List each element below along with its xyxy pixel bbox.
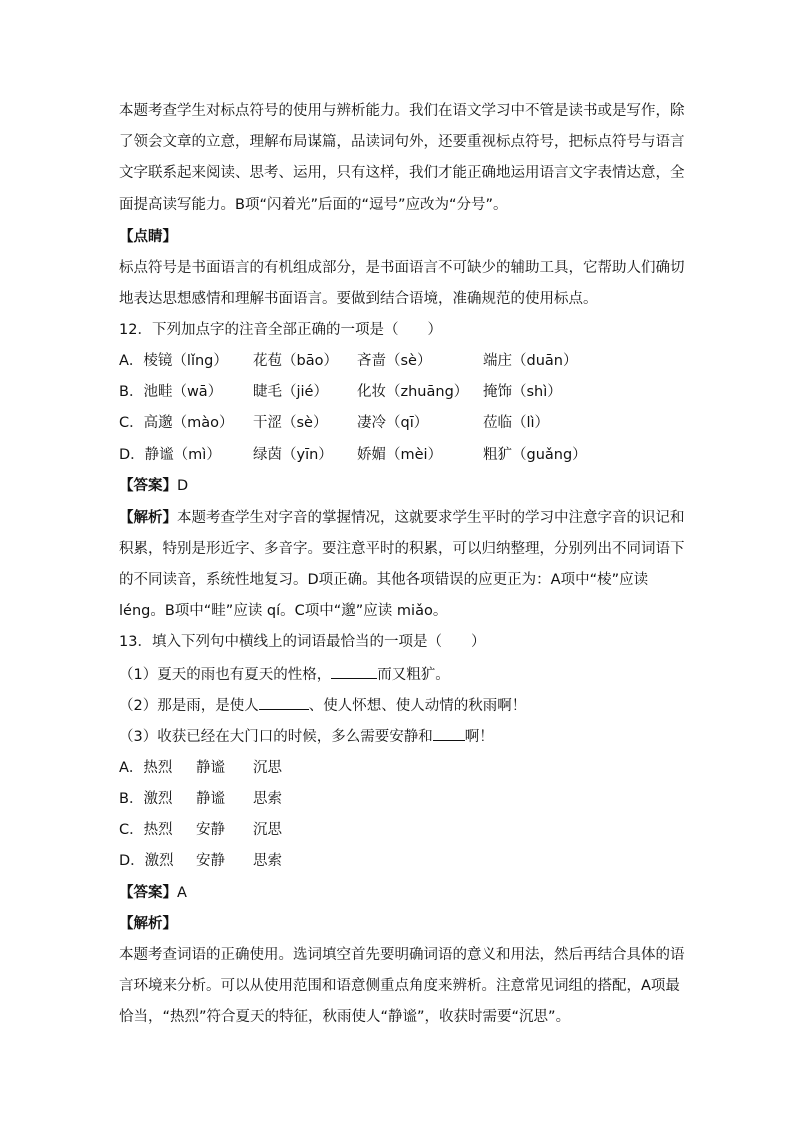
analysis-line: 本题考查学生对标点符号的使用与辨析能力。我们在语文学习中不管是读书或是写作，除 xyxy=(119,103,685,119)
fill-blank xyxy=(331,664,377,679)
q13-option-a-1: A．热烈 xyxy=(119,760,173,776)
q12-option-d-2: 绿茵（yīn） xyxy=(253,447,333,463)
answer-value: D xyxy=(177,478,189,494)
dianjing-heading: 【点睛】 xyxy=(119,229,177,245)
q13-option-a-3: 沉思 xyxy=(253,760,282,776)
q12-option-b-3: 化妆（zhuāng） xyxy=(357,384,469,400)
q13-sentence-3 xyxy=(119,726,494,747)
sentence-text: （3）收获已经在大门口的时候，多么需要安静和 xyxy=(119,729,433,745)
q13-option-b-1: B．激烈 xyxy=(119,791,173,807)
question-13-stem: 13．填入下列句中横线上的词语最恰当的一项是（ ） xyxy=(119,634,486,650)
q13-option-c-1: C．热烈 xyxy=(119,822,173,838)
fill-blank xyxy=(259,695,309,710)
q12-option-c-2: 干涩（sè） xyxy=(253,415,328,431)
answer-value: A xyxy=(177,885,187,901)
q12-analysis-line xyxy=(119,508,685,528)
sentence-text: 而又粗犷。 xyxy=(377,667,450,683)
q12-option-d-3: 娇媚（mèi） xyxy=(357,447,443,463)
q12-analysis-line: 的不同读音，系统性地复习。D项正确。其他各项错误的应更正为：A项中“棱”应读 xyxy=(119,572,649,588)
dianjing-line: 标点符号是书面语言的有机组成部分，是书面语言不可缺少的辅助工具，它帮助人们确切 xyxy=(119,260,685,276)
sentence-text: 啊！ xyxy=(464,729,494,745)
q13-analysis-line: 言环境来分析。可以从使用范围和语意侧重点角度来辨析。注意常见词组的搭配，A项最 xyxy=(119,978,680,994)
analysis-line: 面提高读写能力。B项“闪着光”后面的“逗号”应改为“分号”。 xyxy=(119,197,508,213)
q13-option-b-3: 思索 xyxy=(253,791,282,807)
q12-option-a-3: 吝啬（sè） xyxy=(357,353,432,369)
q13-option-a-2: 静谧 xyxy=(196,760,225,776)
q12-option-c-3: 凄冷（qī） xyxy=(357,415,429,431)
q12-option-d-4: 粗犷（guǎng） xyxy=(483,447,587,463)
q12-analysis-line: léng。B项中“畦”应读 qí。C项中“邈”应读 miǎo。 xyxy=(119,603,448,619)
sentence-text: （1）夏天的雨也有夏天的性格， xyxy=(119,667,332,683)
q13-sentence-2 xyxy=(119,695,526,716)
q13-sentence-1 xyxy=(119,664,450,685)
q13-option-c-3: 沉思 xyxy=(253,822,282,838)
sentence-text: 、使人怀想、使人动情的秋雨啊！ xyxy=(308,698,527,714)
fill-blank xyxy=(433,726,465,741)
answer-label: 【答案】 xyxy=(119,478,177,494)
analysis-label: 【解析】 xyxy=(119,510,177,526)
q13-analysis-label: 【解析】 xyxy=(119,916,177,932)
q13-option-b-2: 静谧 xyxy=(196,791,225,807)
q12-analysis-line: 积累，特别是形近字、多音字。要注意平时的积累，可以归纳整理，分别列出不同词语下 xyxy=(119,541,685,557)
q13-option-c-2: 安静 xyxy=(196,822,225,838)
analysis-line: 了领会文章的立意，理解布局谋篇，品读词句外，还要重视标点符号，把标点符号与语言 xyxy=(119,134,685,150)
analysis-line: 文字联系起来阅读、思考、运用，只有这样，我们才能正确地运用语言文字表情达意，全 xyxy=(119,165,685,181)
q13-analysis-line: 恰当，“热烈”符合夏天的特征，秋雨使人“静谧”，收获时需要“沉思”。 xyxy=(119,1009,571,1025)
q13-analysis-line: 本题考查词语的正确使用。选词填空首先要明确词语的意义和用法，然后再结合具体的语 xyxy=(119,947,685,963)
q12-option-b-2: 睫毛（jié） xyxy=(253,384,328,400)
analysis-text: 本题考查学生对字音的掌握情况，这就要求学生平时的学习中注意字音的识记和 xyxy=(177,510,685,526)
q12-option-b-4: 掩饰（shì） xyxy=(483,384,562,400)
q13-option-d-1: D．激烈 xyxy=(119,853,174,869)
q12-option-b-1: B．池畦（wā） xyxy=(119,384,223,400)
q13-option-d-2: 安静 xyxy=(196,853,225,869)
q12-answer xyxy=(119,476,188,496)
q12-option-c-1: C．高邈（mào） xyxy=(119,415,234,431)
answer-label: 【答案】 xyxy=(119,885,177,901)
q12-option-a-1: A．棱镜（lǐng） xyxy=(119,353,228,369)
q12-option-c-4: 莅临（lì） xyxy=(483,415,550,431)
q12-option-d-1: D．静谧（mì） xyxy=(119,447,221,463)
dianjing-line: 地表达思想感情和理解书面语言。要做到结合语境，准确规范的使用标点。 xyxy=(119,291,598,307)
q12-option-a-4: 端庄（duān） xyxy=(483,353,578,369)
q13-answer xyxy=(119,883,187,903)
q12-option-a-2: 花苞（bāo） xyxy=(253,353,338,369)
q13-option-d-3: 思索 xyxy=(253,853,282,869)
question-12-stem: 12．下列加点字的注音全部正确的一项是（ ） xyxy=(119,322,442,338)
sentence-text: （2）那是雨，是使人 xyxy=(119,698,259,714)
